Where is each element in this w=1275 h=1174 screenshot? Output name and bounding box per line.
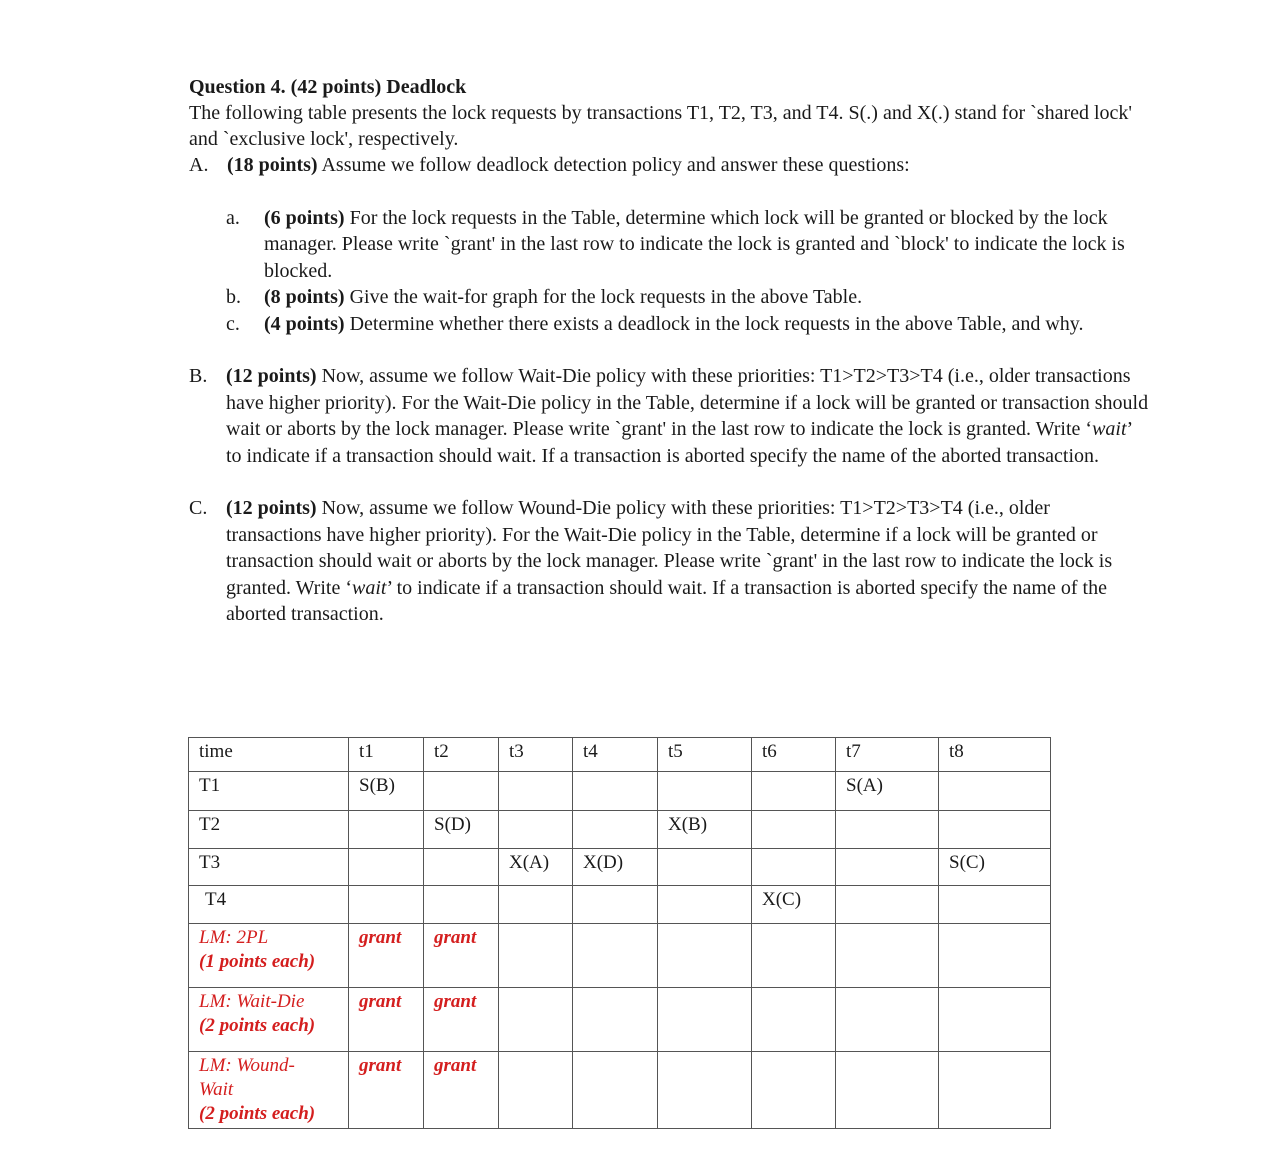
lm-cell [658, 1052, 752, 1129]
table-cell [573, 772, 658, 811]
part-c-text-1: Now, assume we follow Wound-Die policy with these priorities: T1>T2>T3>T4 (i.e., older transactions have higher priority). For the Wait-Die policy in the Table, determine if a lock will be granted or transaction should wait or aborts by the lock manager. Please write `grant' in the last row to indicate the lock is granted. Write ‘ [226, 497, 1113, 599]
table-cell [836, 811, 939, 849]
lm-cell: grant [424, 1052, 499, 1129]
lm-cell [939, 924, 1051, 988]
lm-label-text-2: Wait [199, 1079, 234, 1100]
lm-cell [573, 924, 658, 988]
lm-cell [939, 1052, 1051, 1129]
table-cell [499, 886, 573, 924]
sub-c-points: (4 points) [264, 312, 345, 335]
lm-cell [752, 924, 836, 988]
table-cell [752, 811, 836, 849]
lm-cell [658, 924, 752, 988]
table-cell: S(A) [836, 772, 939, 811]
header-cell: t1 [349, 738, 424, 772]
part-b [189, 363, 1149, 469]
table-row-t3 [189, 849, 1051, 886]
part-a-subquestions [189, 205, 1149, 338]
sub-c-text: Determine whether there exists a deadlock in the lock requests in the above Table, and why. [344, 312, 1084, 335]
table-cell [939, 811, 1051, 849]
part-a-points: (18 points) [227, 154, 318, 176]
table-cell [499, 811, 573, 849]
lock-request-table [188, 737, 1051, 1129]
table-cell [658, 772, 752, 811]
table-cell [349, 849, 424, 886]
sub-a-marker: a. [226, 206, 240, 229]
lm-cell [499, 924, 573, 988]
table-cell [573, 886, 658, 924]
table-cell [752, 849, 836, 886]
table-cell: S(B) [349, 772, 424, 811]
sub-question-a [189, 205, 1149, 285]
part-b-text-1: Now, assume we follow Wait-Die policy with these priorities: T1>T2>T3>T4 (i.e., older transactions have higher priority). For the Wait-Die policy in the Table, determine if a lock will be granted or transaction should wait or aborts by the lock manager. Please write `grant' in the last row to indicate the lock is granted. Write ‘ [226, 365, 1149, 440]
lm-cell [836, 988, 939, 1052]
lm-cell: grant [349, 1052, 424, 1129]
table-cell [573, 811, 658, 849]
header-cell: t8 [939, 738, 1051, 772]
lm-cell [499, 1052, 573, 1129]
table-cell: S(C) [939, 849, 1051, 886]
lm-cell [836, 924, 939, 988]
lm-label-2pl [189, 924, 349, 988]
table-cell [939, 772, 1051, 811]
part-b-points: (12 points) [226, 365, 317, 387]
row-label: T2 [189, 811, 349, 849]
lm-cell: grant [424, 988, 499, 1052]
table-cell [939, 886, 1051, 924]
header-cell: t7 [836, 738, 939, 772]
header-cell: t6 [752, 738, 836, 772]
sub-b-text: Give the wait-for graph for the lock requests in the above Table. [344, 286, 863, 308]
table-cell [658, 886, 752, 924]
lm-cell: grant [349, 988, 424, 1052]
header-cell: t2 [424, 738, 499, 772]
table-cell [752, 772, 836, 811]
part-a-text: Assume we follow deadlock detection policy and answer these questions: [317, 154, 910, 176]
table-cell [424, 772, 499, 811]
document [189, 74, 1149, 628]
lm-cell: grant [349, 924, 424, 988]
table-cell: S(D) [424, 811, 499, 849]
header-cell: time [189, 738, 349, 772]
sub-question-b [189, 284, 1149, 311]
table-cell: X(C) [752, 886, 836, 924]
part-b-marker: B. [189, 365, 208, 387]
table-row-t4 [189, 886, 1051, 924]
lm-label-points: (1 points each) [199, 951, 316, 972]
lm-cell [573, 1052, 658, 1129]
part-b-wait-word: wait [1092, 418, 1127, 440]
lm-cell [573, 988, 658, 1052]
header-cell: t4 [573, 738, 658, 772]
table-cell [836, 849, 939, 886]
sub-b-points: (8 points) [264, 286, 345, 308]
lm-label-wound-wait [189, 1052, 349, 1129]
lm-cell [499, 988, 573, 1052]
lm-label-text: LM: Wound- [199, 1055, 295, 1076]
part-c-wait-word: wait [352, 576, 387, 599]
table-cell [349, 886, 424, 924]
question-title: Question 4. (42 points) Deadlock [189, 76, 467, 98]
row-label: T1 [189, 772, 349, 811]
lm-cell [836, 1052, 939, 1129]
header-cell: t3 [499, 738, 573, 772]
lm-cell [939, 988, 1051, 1052]
lm-label-wait-die [189, 988, 349, 1052]
table-header-row [189, 738, 1051, 772]
part-c-text-2: ’ to indicate if a transaction should wait. If a transaction is aborted specify the name of the aborted transaction. [226, 576, 1107, 625]
table-cell [499, 772, 573, 811]
part-c [189, 495, 1149, 628]
table-cell [349, 811, 424, 849]
part-a [189, 152, 1149, 179]
table-row-t2 [189, 811, 1051, 849]
row-label: T4 [189, 886, 349, 924]
sub-question-c [189, 311, 1149, 338]
lm-cell [658, 988, 752, 1052]
lm-row-wound-wait [189, 1052, 1051, 1129]
table-cell [658, 849, 752, 886]
lm-label-text: LM: Wait-Die [199, 991, 305, 1012]
sub-a-text: For the lock requests in the Table, determine which lock will be granted or blocked by the lock manager. Please write `grant' in the last row to indicate the lock is granted and `block' to indicate the lock is blocked. [264, 206, 1125, 282]
sub-c-marker: c. [226, 312, 240, 335]
table-cell [424, 886, 499, 924]
sub-b-marker: b. [226, 286, 241, 308]
lm-cell: grant [424, 924, 499, 988]
lm-cell [752, 1052, 836, 1129]
part-c-marker: C. [189, 497, 208, 519]
part-b-text-2: ’ to indicate if a transaction should wait. If a transaction is aborted specify the name of the aborted transaction. [226, 418, 1132, 467]
lm-cell [752, 988, 836, 1052]
table-cell [424, 849, 499, 886]
table-cell: X(A) [499, 849, 573, 886]
table-cell [836, 886, 939, 924]
question-intro: The following table presents the lock requests by transactions T1, T2, T3, and T4. S(.) and X(.) stand for `shared lock' and `exclusive lock', respectively. [189, 102, 1133, 150]
lm-label-points: (2 points each) [199, 1015, 316, 1036]
part-c-points: (12 points) [226, 497, 317, 519]
lm-label-text: LM: 2PL [199, 927, 269, 948]
part-a-marker: A. [189, 154, 209, 176]
table-cell: X(D) [573, 849, 658, 886]
header-cell: t5 [658, 738, 752, 772]
lm-label-points: (2 points each) [199, 1103, 316, 1124]
lm-row-2pl [189, 924, 1051, 988]
row-label: T3 [189, 849, 349, 886]
lm-row-wait-die [189, 988, 1051, 1052]
table-cell: X(B) [658, 811, 752, 849]
table-row-t1 [189, 772, 1051, 811]
sub-a-points: (6 points) [264, 206, 345, 229]
